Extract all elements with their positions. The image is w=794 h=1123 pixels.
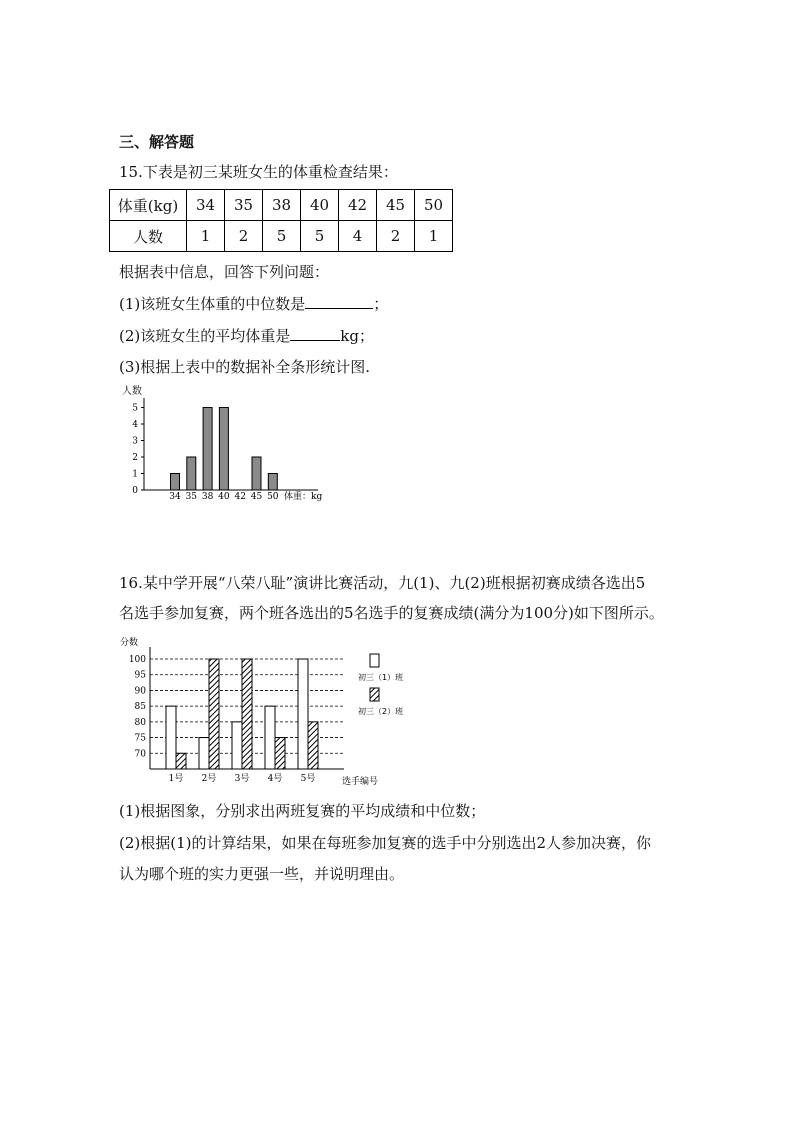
table-cell: 50 (415, 190, 453, 221)
x-tick-label: 40 (218, 492, 230, 502)
score-bar-chart (118, 633, 428, 791)
q15-sub2 (119, 326, 374, 346)
q16-sub1: (1)根据图象，分别求出两班复赛的平均成绩和中位数； (119, 802, 486, 820)
table-header-weight: 体重(kg) (110, 190, 187, 221)
y-tick-label: 80 (134, 717, 146, 728)
q16-line1: 16.某中学开展“八荣八耻”演讲比赛活动，九(1)、九(2)班根据初赛成绩各选出5 (119, 574, 646, 592)
table-cell: 42 (339, 190, 377, 221)
table-cell: 5 (263, 221, 301, 252)
q15-sub2-text: (2)该班女生的平均体重是 (119, 327, 291, 345)
x-tick-label: 4号 (267, 774, 283, 784)
bar-class2-5 (308, 722, 318, 769)
legend-label-class1: 初三（1）班 (358, 673, 404, 682)
y-tick-label: 1 (132, 469, 138, 480)
q16-sub2-line2: 认为哪个班的实力更强一些，并说明理由。 (119, 865, 405, 883)
bar-class1-3 (232, 722, 242, 769)
y-tick-label: 85 (134, 702, 146, 713)
q16-sub2-line1: (2)根据(1)的计算结果，如果在每班参加复赛的选手中分别选出2人参加决赛，你 (119, 834, 652, 852)
bar-class1-2 (199, 738, 209, 769)
bar-50 (268, 474, 277, 491)
q15-prompt: 根据表中信息，回答下列问题： (119, 263, 330, 281)
table-cell: 45 (377, 190, 415, 221)
bar-class1-4 (265, 706, 275, 769)
table-cell: 1 (415, 221, 453, 252)
x-tick-label: 34 (169, 492, 181, 502)
y-tick-label: 95 (134, 670, 146, 681)
bar-class2-4 (275, 738, 285, 769)
y-tick-label: 5 (132, 403, 138, 414)
y-axis-label: 人数 (122, 386, 142, 397)
answer-blank[interactable] (290, 326, 340, 341)
table-cell: 2 (377, 221, 415, 252)
y-tick-label: 90 (134, 686, 146, 697)
legend-label-class2: 初三（2）班 (358, 707, 404, 716)
weight-table (109, 189, 453, 252)
q15-sub1-text: (1)该班女生体重的中位数是 (119, 295, 306, 313)
x-tick-label: 3号 (234, 774, 250, 784)
bar-40 (219, 408, 228, 491)
y-tick-label: 3 (132, 436, 138, 447)
answer-blank[interactable] (305, 294, 373, 309)
table-cell: 35 (225, 190, 263, 221)
table-cell: 1 (187, 221, 225, 252)
bar-class1-1 (166, 706, 176, 769)
bar-class1-5 (298, 659, 308, 769)
y-tick-label: 75 (134, 733, 146, 744)
table-header-count: 人数 (110, 221, 187, 252)
y-tick-label: 2 (132, 453, 138, 463)
q15-sub2-end: kg； (340, 327, 374, 345)
q16-line2: 名选手参加复赛，两个班各选出的5名选手的复赛成绩(满分为100分)如下图所示。 (119, 604, 664, 622)
bar-class2-3 (242, 659, 252, 769)
table-cell: 2 (225, 221, 263, 252)
x-tick-label: 42 (234, 492, 246, 502)
x-axis-label: 体重：kg (284, 492, 323, 502)
y-tick-label: 4 (132, 420, 138, 430)
x-tick-label: 38 (201, 492, 214, 502)
bar-35 (187, 457, 196, 490)
y-tick-label: 0 (132, 486, 138, 496)
table-row (110, 221, 453, 252)
q15-sub3: (3)根据上表中的数据补全条形统计图. (119, 358, 371, 376)
table-cell: 5 (301, 221, 339, 252)
x-tick-label: 35 (185, 492, 198, 502)
x-tick-label: 1号 (168, 774, 184, 784)
y-tick-label: 70 (134, 749, 146, 760)
y-tick-label: 100 (128, 655, 146, 665)
bar-class2-1 (176, 753, 186, 769)
weight-bar-chart (118, 380, 338, 505)
x-tick-label: 45 (250, 492, 263, 502)
y-axis-label: 分数 (120, 638, 139, 648)
x-axis-label: 选手编号 (342, 777, 379, 787)
legend-swatch-class1 (370, 654, 379, 667)
table-cell: 34 (187, 190, 225, 221)
table-cell: 40 (301, 190, 339, 221)
q15-sub1-end: ； (373, 295, 389, 313)
q15-sub1 (119, 294, 388, 314)
x-tick-label: 2号 (201, 774, 217, 784)
q15-intro: 15.下表是初三某班女生的体重检查结果： (119, 163, 398, 181)
x-tick-label: 50 (267, 492, 279, 502)
bar-45 (252, 457, 261, 490)
table-cell: 38 (263, 190, 301, 221)
bar-38 (203, 408, 212, 491)
table-cell: 4 (339, 221, 377, 252)
table-row (110, 190, 453, 221)
x-tick-label: 5号 (300, 774, 316, 784)
section-heading: 三、解答题 (119, 133, 195, 151)
legend-swatch-class2 (370, 688, 379, 701)
bar-class2-2 (209, 659, 219, 769)
bar-34 (171, 474, 180, 491)
